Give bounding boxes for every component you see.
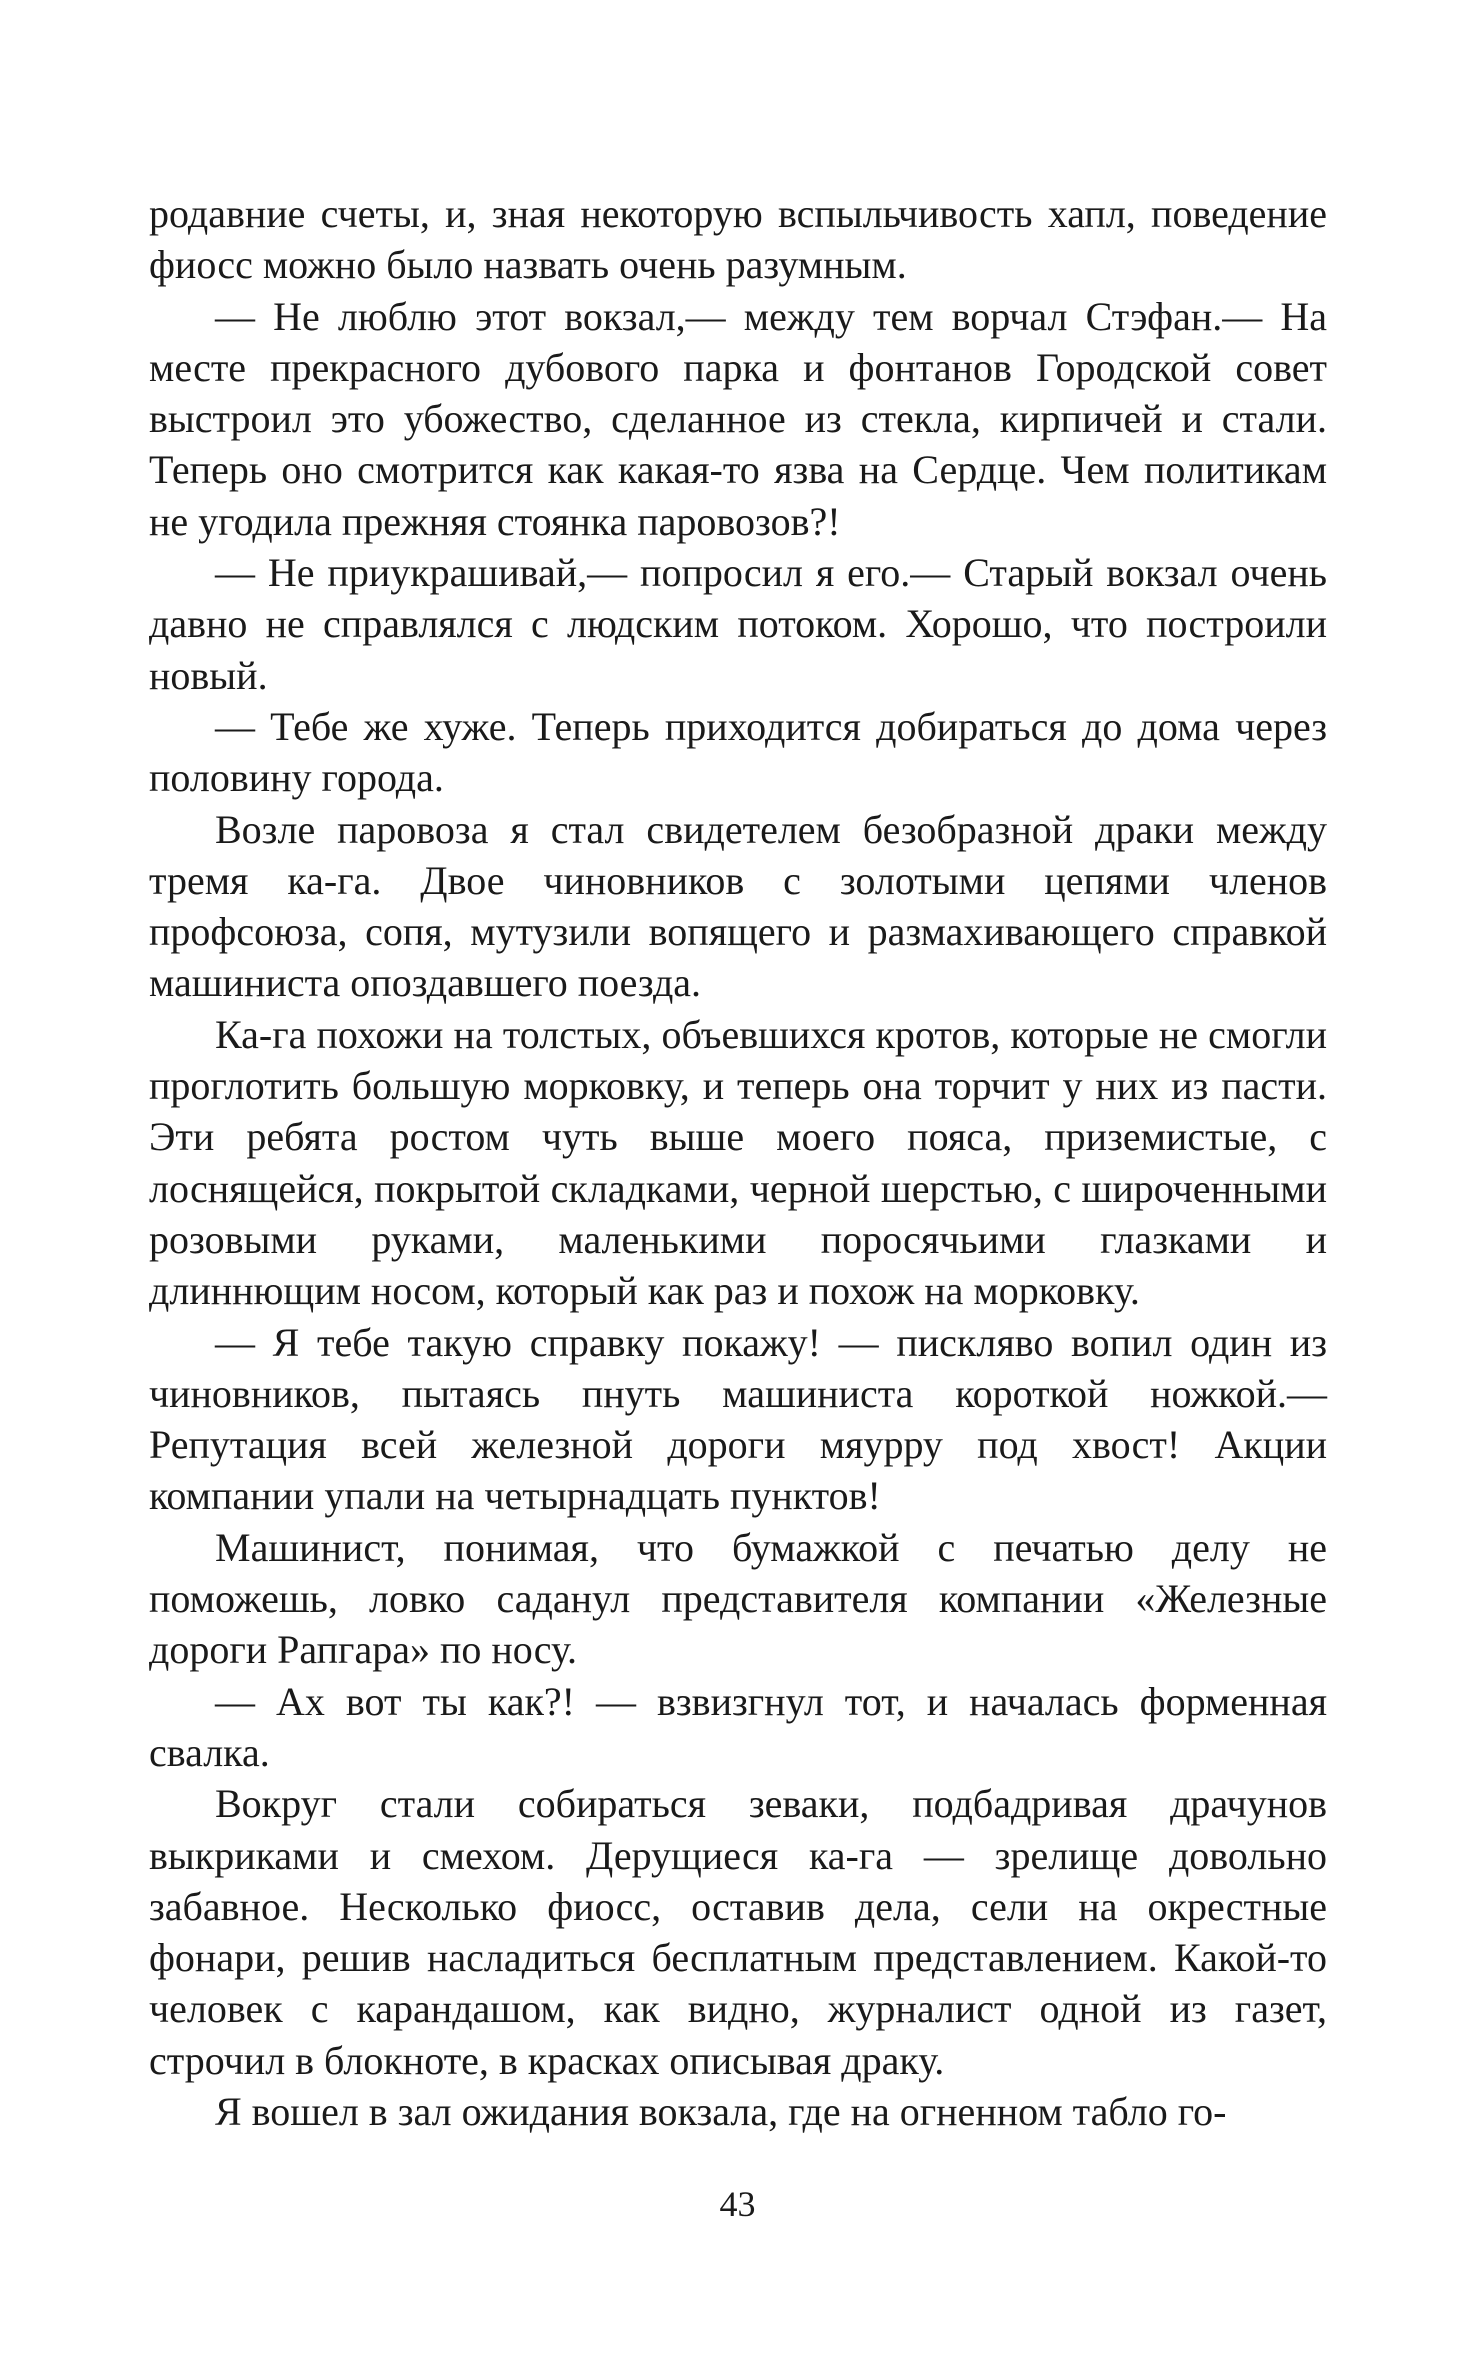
paragraph-2: — Не люблю этот вокзал,— между тем ворчал Стэфан.— На месте прекрасного дубового парка и фонтанов Городской совет выстроил это убожество, сделанное из стекла, кирпичей и стали. Теперь оно смотрится как какая-то язва на Сердце. Чем политикам не угодила прежняя стоянка паровозов?! [149,293,1327,544]
paragraph-11: Я вошел в зал ожидания вокзала, где на огненном табло го- [215,2088,1227,2134]
page-number: 43 [719,2184,756,2224]
paragraph-9: — Ах вот ты как?! — взвизгнул тот, и началась форменная свалка. [149,1678,1327,1775]
paragraph-1: родавние счеты, и, зная некоторую вспыльчивость хапл, поведение фиосс можно было назвать очень разумным. [149,191,1327,288]
paragraph-5: Возле паровоза я стал свидетелем безобразной драки между тремя ка-га. Двое чиновников с золотыми цепями членов профсоюза, сопя, мутузили вопящего и размахивающего справкой машиниста опоздавшего поезда. [149,806,1327,1006]
paragraph-10: Вокруг стали собираться зеваки, подбадривая драчунов выкриками и смехом. Дерущиеся ка-га — зрелище довольно забавное. Несколько фиосс, оставив дела, сели на окрестные фонари, решив насладиться бесплатным представлением. Какой-то человек с карандашом, как видно, журналист одной из газет, строчил в блокноте, в красках описывая драку. [149,1781,1327,2083]
paragraph-8: Машинист, понимая, что бумажкой с печатью делу не поможешь, ловко саданул представителя компании «Железные дороги Рапгара» по носу. [149,1524,1327,1673]
body-text [149,188,1327,2137]
paragraph-6: Ка-га похожи на толстых, объевшихся кротов, которые не смогли проглотить большую морковку, и теперь она торчит у них из пасти. Эти ребята ростом чуть выше моего пояса, приземистые, с лоснящейся, покрытой складками, черной шерстью, с широченными розовыми руками, маленькими поросячьими глазками и длиннющим носом, который как раз и похож на морковку. [149,1011,1327,1314]
paragraph-3: — Не приукрашивай,— попросил я его.— Старый вокзал очень давно не справлялся с людским потоком. Хорошо, что построили новый. [149,550,1327,698]
paragraph-4: — Тебе же хуже. Теперь приходится добираться до дома через половину города. [149,703,1327,801]
paragraph-7: — Я тебе такую справку покажу! — пискляво вопил один из чиновников, пытаясь пнуть машиниста короткой ножкой.— Репутация всей железной дороги мяурру под хвост! Акции компании упали на четырнадцать пунктов! [149,1319,1327,1519]
